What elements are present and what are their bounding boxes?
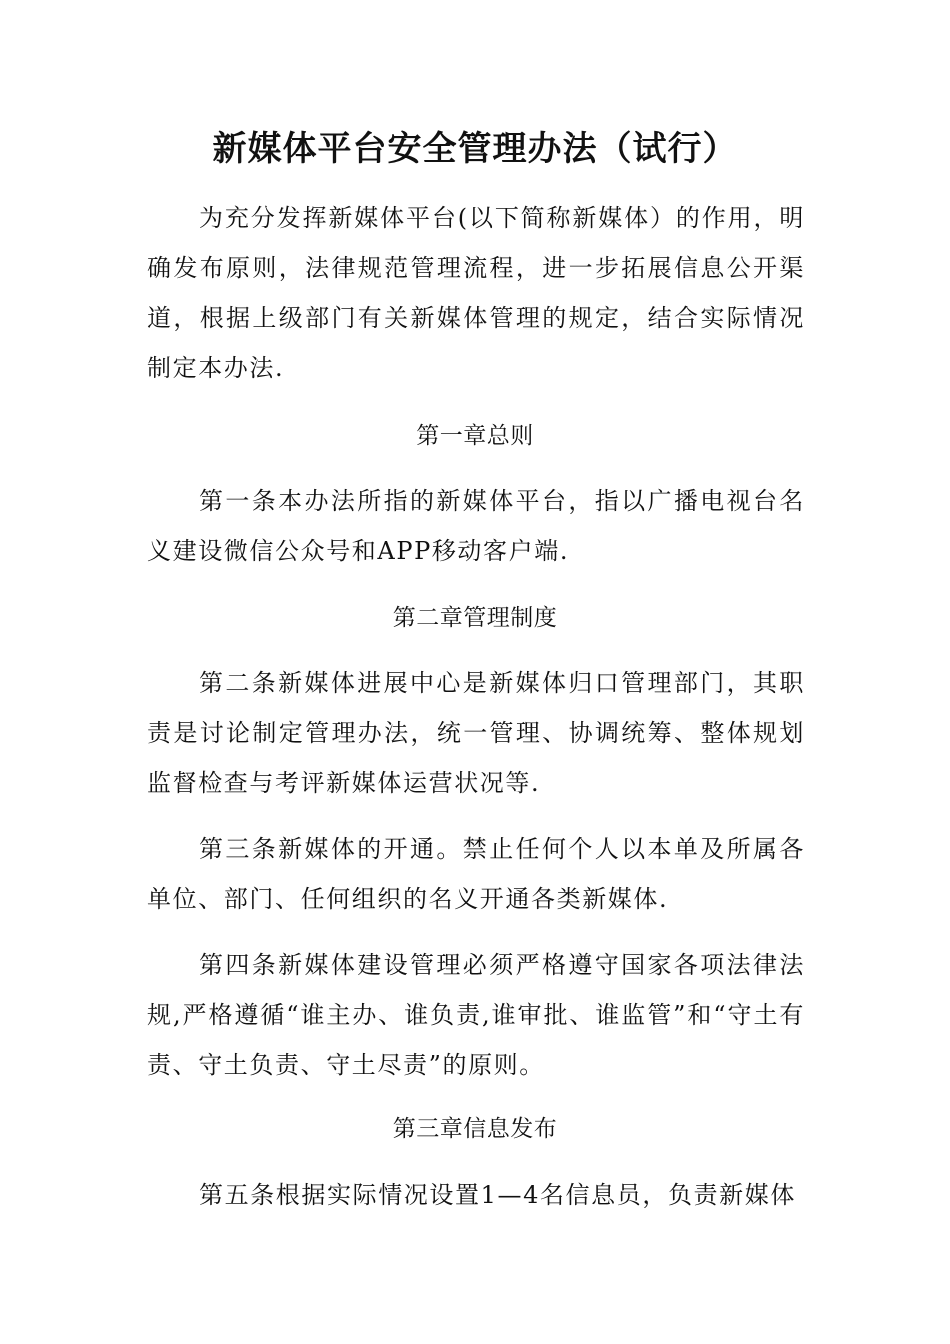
chapter-3-heading: 第三章信息发布 <box>392 1116 558 1142</box>
article-5-paragraph: 第五条根据实际情况设置1—4名信息员，负责新媒体 <box>199 1181 796 1209</box>
article-4-paragraph: 第四条新媒体建设管理必须严格遵守国家各项法律法规,严格遵循“谁主办、谁负责,谁审批、谁监管”和“守土有责、守土负责、守土尽责”的原则。 <box>147 951 805 1079</box>
article-1-paragraph: 第一条本办法所指的新媒体平台，指以广播电视台名义建设微信公众号和APP移动客户端. <box>147 487 805 565</box>
chapter-1-heading: 第一章总则 <box>416 423 534 449</box>
article-2-paragraph: 第二条新媒体进展中心是新媒体归口管理部门，其职责是讨论制定管理办法，统一管理、协调统筹、整体规划监督检查与考评新媒体运营状况等. <box>147 669 805 797</box>
intro-paragraph: 为充分发挥新媒体平台(以下简称新媒体）的作用，明确发布原则，法律规范管理流程，进一步拓展信息公开渠道，根据上级部门有关新媒体管理的规定，结合实际情况制定本办法. <box>147 204 805 382</box>
document-title: 新媒体平台安全管理办法（试行） <box>212 129 738 169</box>
chapter-2-heading: 第二章管理制度 <box>392 605 558 631</box>
article-3-paragraph: 第三条新媒体的开通。禁止任何个人以本单及所属各单位、部门、任何组织的名义开通各类新媒体. <box>147 835 805 913</box>
